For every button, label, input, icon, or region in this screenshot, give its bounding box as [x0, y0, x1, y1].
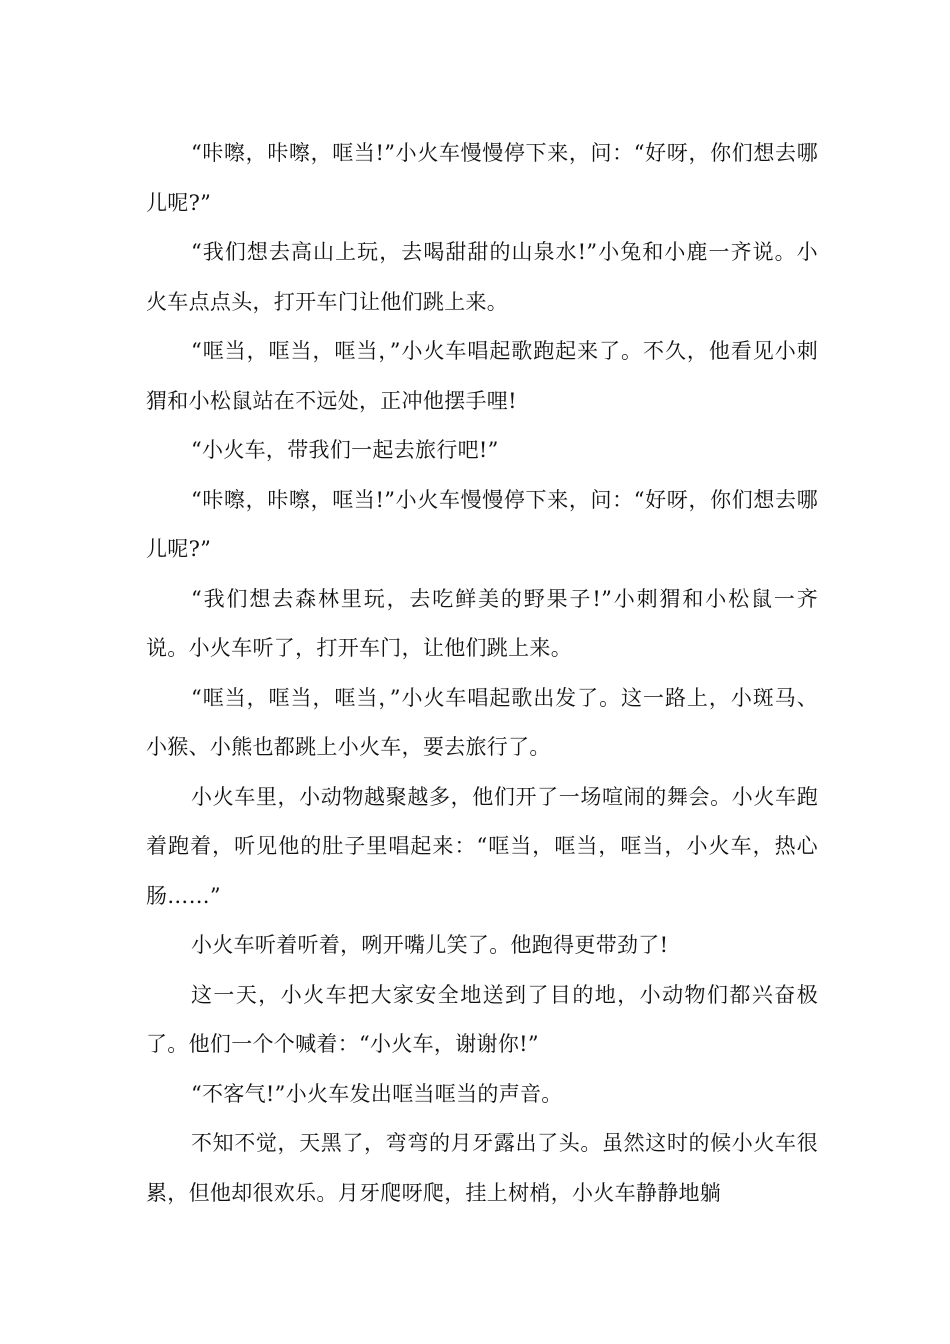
- paragraph-10: 这一天，小火车把大家安全地送到了目的地，小动物们都兴奋极了。他们一个个喊着：“小火车，谢谢你!”: [146, 982, 818, 1056]
- paragraph-9: 小火车听着听着，咧开嘴儿笑了。他跑得更带劲了!: [191, 933, 669, 957]
- paragraph-12: 不知不觉，天黑了，弯弯的月牙露出了头。虽然这时的候小火车很累，但他却很欢乐。月牙爬呀爬，挂上树梢，小火车静静地躺: [146, 1131, 818, 1205]
- paragraph-1: “咔嚓，咔嚓，哐当!”小火车慢慢停下来，问：“好呀，你们想去哪儿呢?”: [146, 141, 818, 215]
- paragraph-4: “小火车，带我们一起去旅行吧!”: [191, 438, 499, 462]
- paragraph-2: “我们想去高山上玩，去喝甜甜的山泉水!”小兔和小鹿一齐说。小火车点点头，打开车门让他们跳上来。: [146, 240, 818, 314]
- paragraph-11: “不客气!”小火车发出哐当哐当的声音。: [191, 1081, 563, 1106]
- paragraph-3: “哐当，哐当，哐当，”小火车唱起歌跑起来了。不久，他看见小刺猬和小松鼠站在不远处，正冲他摆手哩!: [146, 339, 818, 413]
- paragraph-5: “咔嚓，咔嚓，哐当!”小火车慢慢停下来，问：“好呀，你们想去哪儿呢?”: [146, 487, 818, 561]
- story-text: [146, 129, 818, 1218]
- paragraph-7: “哐当，哐当，哐当，”小火车唱起歌出发了。这一路上，小斑马、小猴、小熊也都跳上小火车，要去旅行了。: [146, 685, 818, 759]
- paragraph-6: “我们想去森林里玩，去吃鲜美的野果子!”小刺猬和小松鼠一齐说。小火车听了，打开车门，让他们跳上来。: [146, 586, 818, 660]
- paragraph-8: 小火车里，小动物越聚越多，他们开了一场喧闹的舞会。小火车跑着跑着，听见他的肚子里唱起来：“哐当，哐当，哐当，小火车，热心肠……”: [146, 784, 818, 908]
